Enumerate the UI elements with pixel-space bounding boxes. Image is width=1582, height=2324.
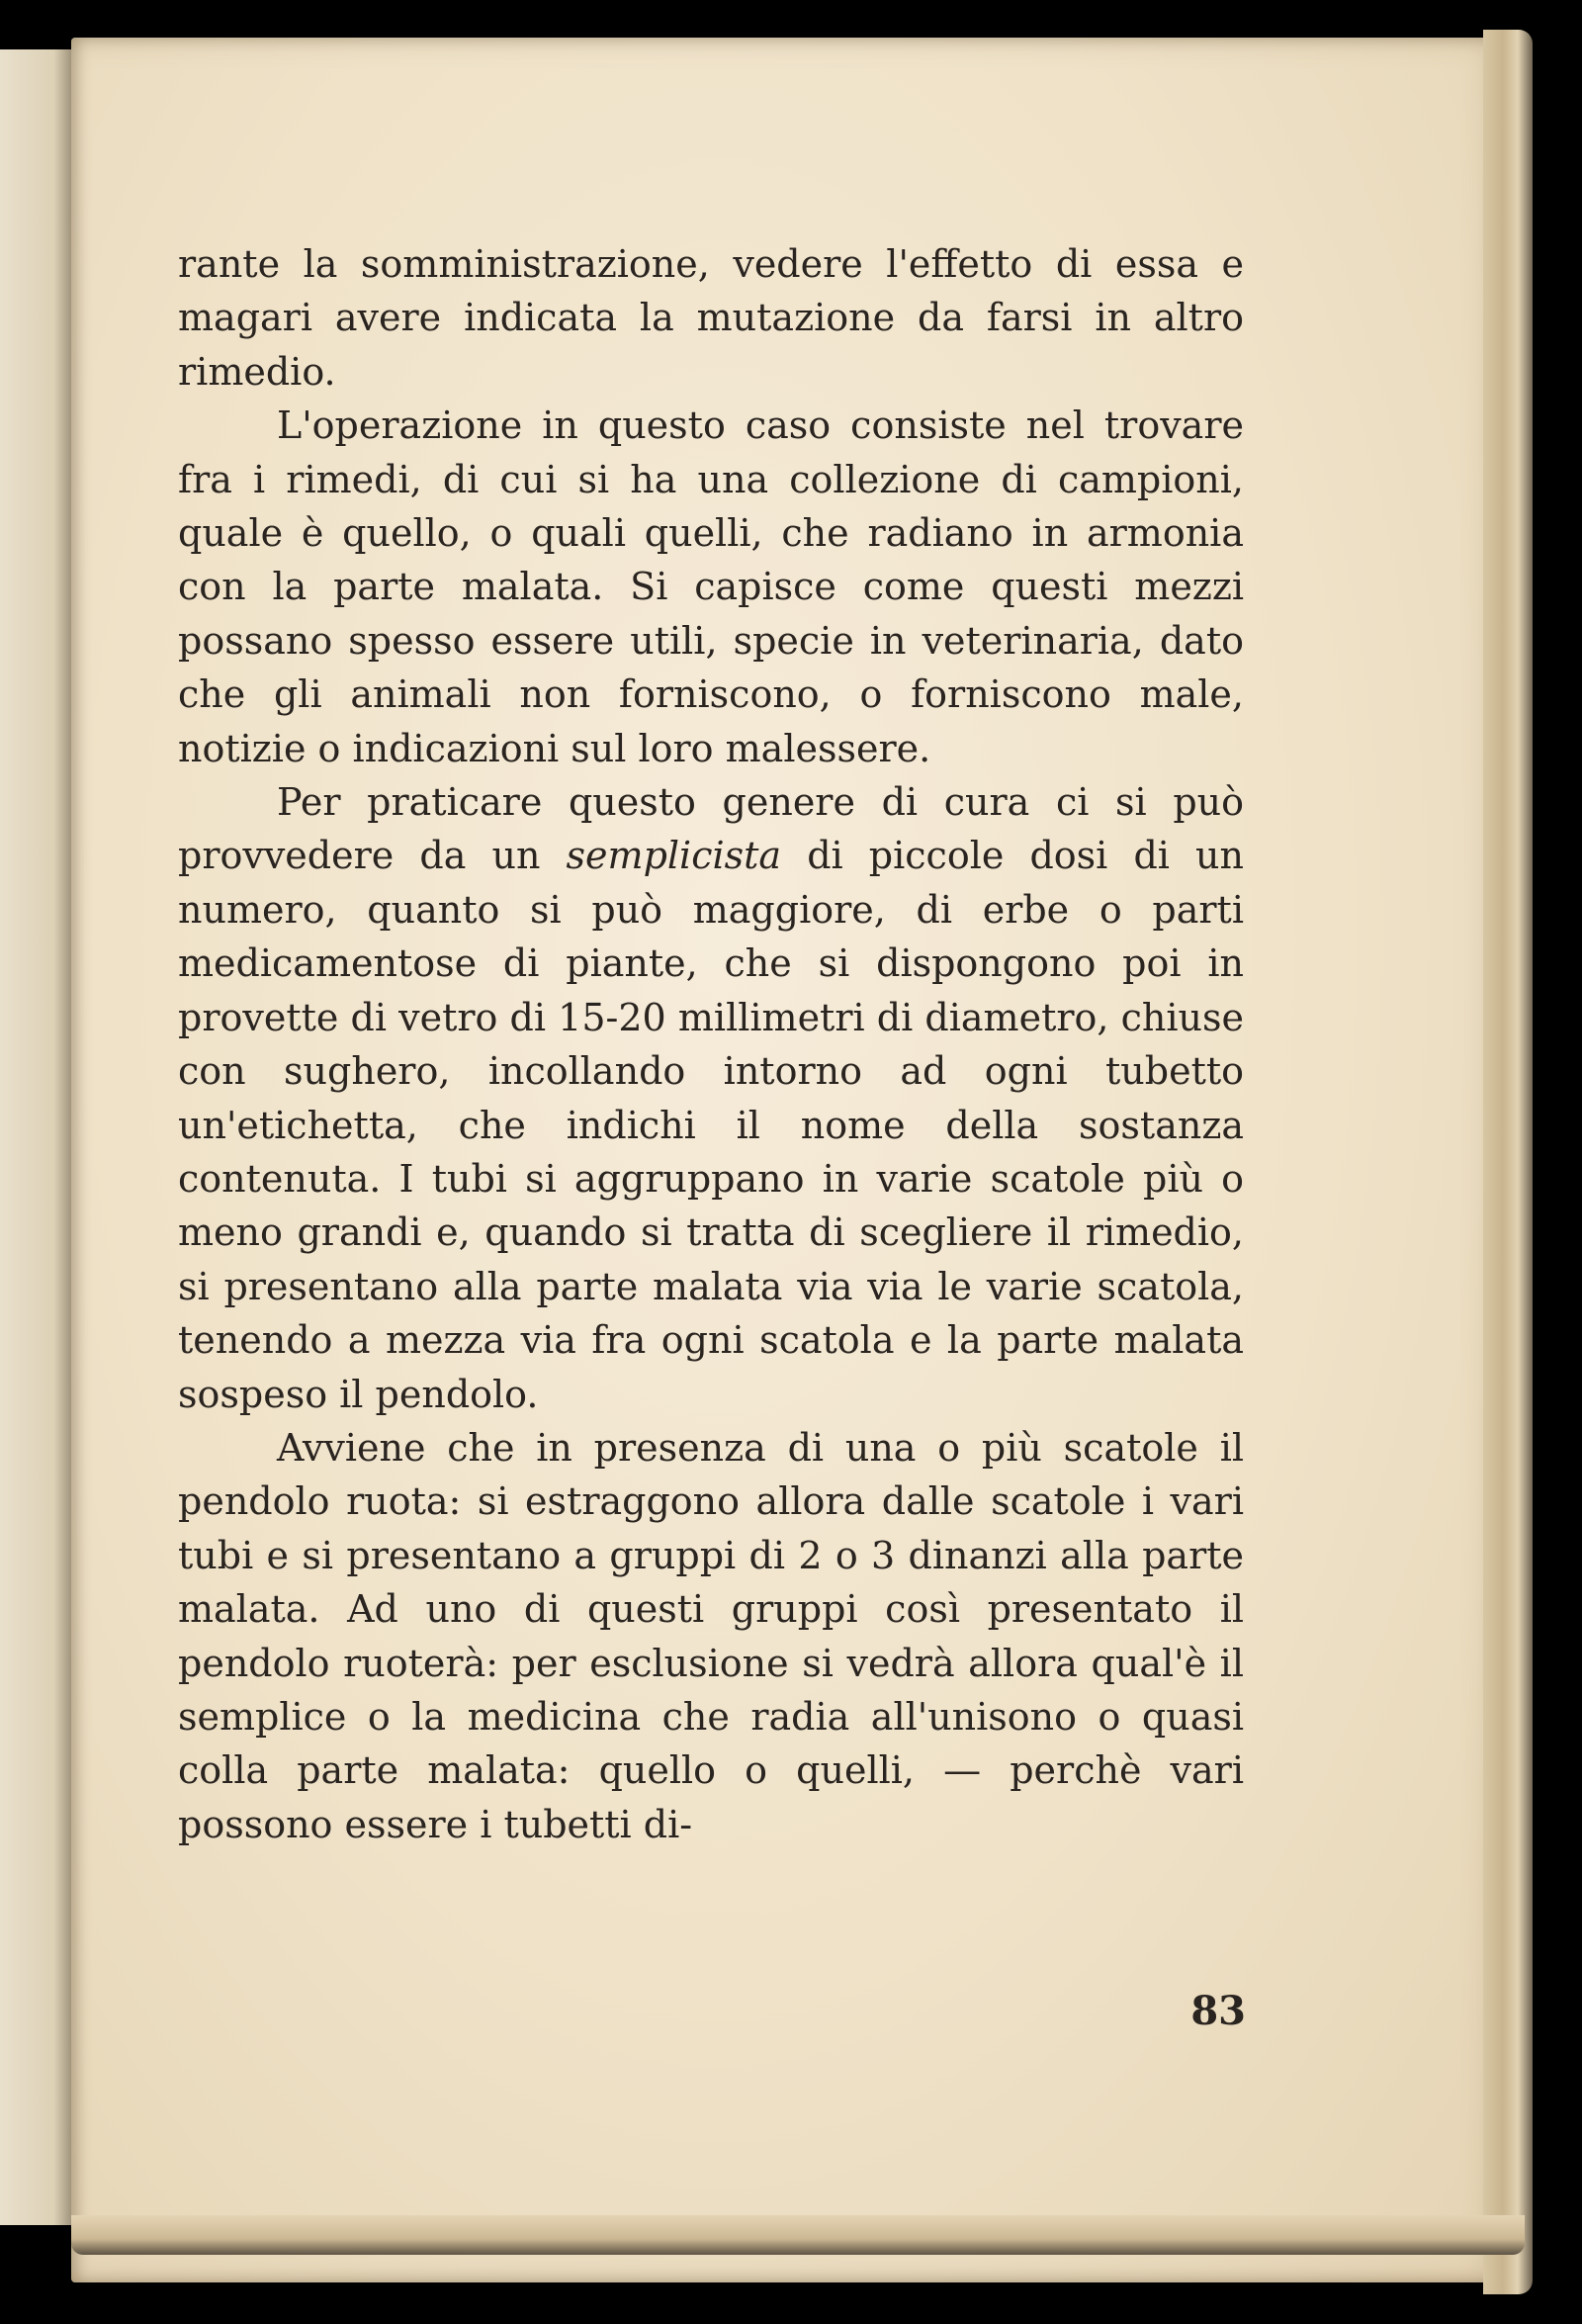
paragraph-2	[178, 399, 1244, 775]
page-number: 83	[1190, 1988, 1246, 2034]
paragraph-text: Per praticare questo genere di cura ci si può provvedere da un	[178, 780, 1244, 878]
page-bottom-edge	[71, 2215, 1525, 2255]
paragraph-text: L'operazione in questo caso consiste nel trovare fra i rimedi, di cui si ha una collezione di campioni, quale è quello, o quali quelli, che radiano in armonia con la parte malata. Si capisce come questi mezzi possano spesso essere utili, specie in veterinaria, dato che gli animali non forniscono, o forniscono male, notizie o indicazioni sul loro malessere.	[178, 403, 1244, 770]
body-text	[178, 237, 1244, 1851]
paragraph-text: Avviene che in presenza di una o più scatole il pendolo ruota: si estraggono allora dalle scatole i vari tubi e si presentano a gruppi di 2 o 3 dinanzi alla parte malata. Ad uno di questi gruppi così presentato il pendolo ruoterà: per esclusione si vedrà allora qual'è il semplice o la medicina che radia all'unisono o quasi colla parte malata: quello o quelli, — perchè vari possono essere i tubetti di-	[178, 1425, 1244, 1846]
facing-page-edge	[0, 49, 77, 2225]
italic-term: semplicista	[566, 834, 782, 878]
paragraph-4	[178, 1421, 1244, 1851]
paragraph-1	[178, 237, 1244, 399]
paragraph-text: rante la somministrazione, vedere l'effetto di essa e magari avere indicata la mutazione da farsi in altro rimedio.	[178, 242, 1244, 394]
paragraph-text: di piccole dosi di un numero, quanto si può maggiore, di erbe o parti medicamentose di piante, che si dispongono poi in provette di vetro di 15-20 millimetri di diametro, chiuse con sughero, incollando intorno ad ogni tubetto un'etichetta, che indichi il nome della sostanza contenuta. I tubi si aggruppano in varie scatole più o meno grandi e, quando si tratta di scegliere il rimedio, si presentano alla parte malata via via le varie scatola, tenendo a mezza via fra ogni scatola e la parte malata sospeso il pendolo.	[178, 834, 1244, 1416]
book-binding-edge	[1483, 30, 1533, 2294]
paragraph-3	[178, 775, 1244, 1421]
